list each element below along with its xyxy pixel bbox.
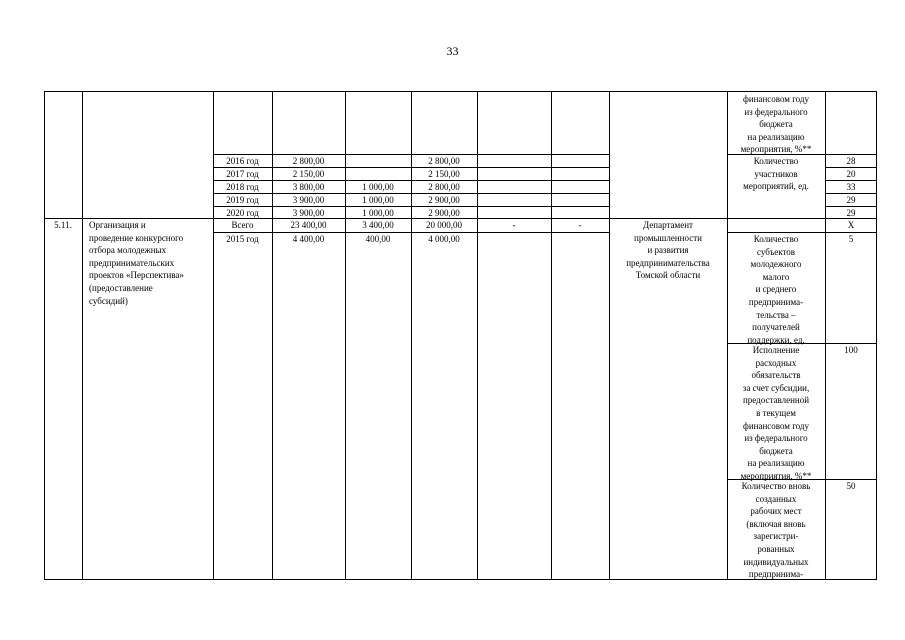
col3-cell: 2 800,00 [428, 156, 460, 166]
executor: Департамент промышленности и развития предпринимательства Томской области [626, 220, 710, 281]
year-cell: 2019 год [226, 195, 259, 205]
col3-cell: 20 000,00 [426, 220, 462, 230]
participants-value: 28 [846, 156, 856, 166]
col-line-4 [345, 91, 346, 580]
total-value-mark: Х [847, 220, 855, 230]
indicator-value: 5 [848, 234, 854, 244]
participants-value: 29 [846, 208, 856, 218]
dash-cell: - [512, 220, 516, 230]
total-cell: 3 900,00 [292, 208, 325, 218]
col-line-1 [82, 91, 83, 580]
col2-cell: 400,00 [365, 234, 391, 244]
row-number: 5.11. [54, 220, 72, 230]
participants-indicator: Количество участников мероприятий, ед. [743, 156, 809, 192]
year-cell: 2018 год [226, 182, 259, 192]
col3-cell: 4 000,00 [428, 234, 460, 244]
total-cell: 2 800,00 [292, 156, 325, 166]
total-label: Всего [231, 220, 254, 230]
total-cell: 4 400,00 [292, 234, 325, 244]
indicator-value: 50 [846, 481, 856, 491]
col2-cell: 3 400,00 [362, 220, 394, 230]
col2-cell: 1 000,00 [362, 195, 394, 205]
indicator-tail-text: финансовом году из федерального бюджета на реализацию мероприятия, %** [740, 94, 812, 155]
year-cell: 2020 год [226, 208, 259, 218]
indicator-text: Количество субъектов молодежного малого и среднего предпринима- тельства – получателей поддержки, ед. [747, 234, 805, 345]
indicator-text: Исполнение расходных обязательств за счет субсидии, предоставленной в текущем финансовом году из федерального бюджета на реализацию мероприятия, %** [740, 345, 812, 481]
indicator-text: Количество вновь созданных рабочих мест (включая вновь зарегистри- рованных индивидуальных предпринима- [741, 481, 811, 580]
total-cell: 23 400,00 [290, 220, 327, 230]
page-number: 33 [446, 44, 459, 58]
year-cell: 2016 год [226, 156, 259, 166]
col3-cell: 2 800,00 [428, 182, 460, 192]
col-line-8 [609, 91, 610, 580]
year-cell: 2015 год [226, 234, 259, 244]
participants-value: 20 [846, 169, 856, 179]
col3-cell: 2 900,00 [428, 208, 460, 218]
col2-cell: 1 000,00 [362, 208, 394, 218]
total-cell: 3 800,00 [292, 182, 325, 192]
total-cell: 2 150,00 [292, 169, 325, 179]
col-line-6 [477, 91, 478, 580]
col2-cell: 1 000,00 [362, 182, 394, 192]
participants-value: 29 [846, 195, 856, 205]
dash-cell: - [578, 220, 582, 230]
col3-cell: 2 900,00 [428, 195, 460, 205]
indicator-value: 100 [844, 345, 858, 355]
col3-cell: 2 150,00 [428, 169, 460, 179]
participants-value: 33 [846, 182, 856, 192]
year-cell: 2017 год [226, 169, 259, 179]
measure-name: Организация и проведение конкурсного отбора молодежных предпринимательских проектов «Перспектива» (предоставление субсидий) [89, 220, 184, 306]
total-cell: 3 900,00 [292, 195, 325, 205]
col-line-7 [551, 91, 552, 580]
